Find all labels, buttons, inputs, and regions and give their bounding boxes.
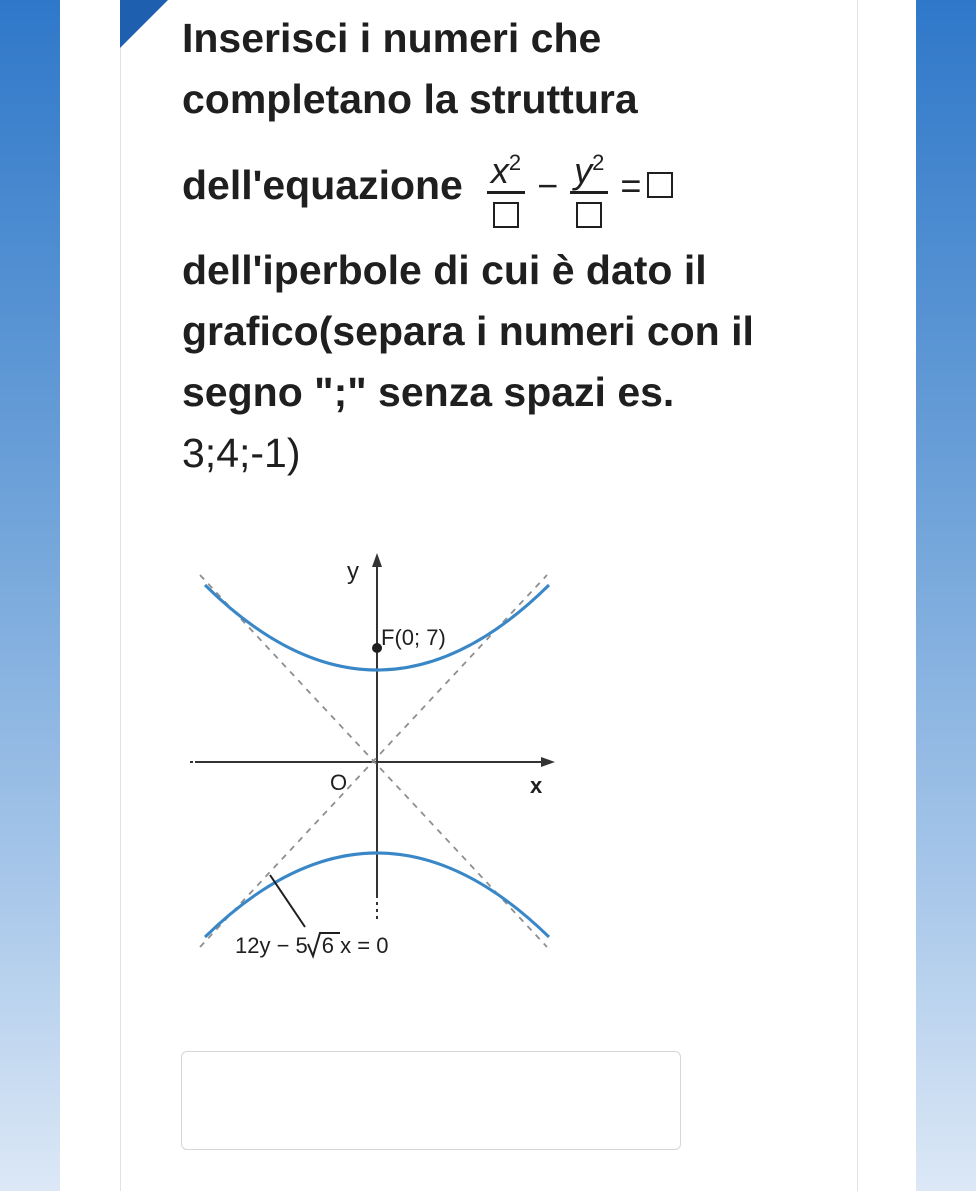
numerator-x: x bbox=[490, 149, 509, 191]
x-axis-label: x bbox=[530, 773, 543, 798]
y-axis-arrow-icon bbox=[372, 553, 382, 567]
blank-box-icon bbox=[576, 202, 602, 228]
question-line-1: Inserisci i numeri che bbox=[182, 15, 602, 61]
x-axis-arrow-icon bbox=[541, 757, 555, 767]
asymptote-eq-radicand: 6 bbox=[321, 933, 335, 958]
fraction-bar bbox=[570, 191, 608, 194]
right-background-band bbox=[916, 0, 976, 1191]
equation-line bbox=[182, 130, 822, 240]
question-line-6: segno ";" senza spazi es. bbox=[182, 369, 675, 415]
fraction-x bbox=[487, 143, 525, 228]
question-line-3: dell'equazione bbox=[182, 161, 463, 208]
numerator-y: y bbox=[574, 149, 593, 191]
question-line-4: dell'iperbole di cui è dato il bbox=[182, 247, 707, 293]
question-line-2: completano la struttura bbox=[182, 76, 638, 122]
y-axis-label: y bbox=[347, 558, 359, 585]
hyperbola-graph bbox=[175, 535, 565, 975]
origin-label: O bbox=[330, 770, 348, 795]
answer-field[interactable] bbox=[181, 1051, 681, 1150]
asymptote-pointer-line bbox=[270, 875, 305, 927]
exponent-x: 2 bbox=[508, 149, 522, 175]
question-line-5: grafico(separa i numeri con il bbox=[182, 308, 754, 354]
right-gutter bbox=[857, 0, 916, 1191]
asymptote-eq-prefix: 12y − 5 bbox=[235, 933, 308, 958]
blank-box-icon bbox=[493, 202, 519, 228]
question-text bbox=[182, 8, 822, 484]
blank-box-icon bbox=[647, 172, 673, 198]
focus-label: F(0; 7) bbox=[381, 625, 446, 650]
question-line-7: 3;4;-1) bbox=[182, 430, 301, 476]
answer-input[interactable] bbox=[182, 1052, 680, 1149]
corner-flag-icon bbox=[120, 0, 168, 48]
fraction-bar bbox=[487, 191, 525, 194]
left-gutter bbox=[60, 0, 121, 1191]
minus-sign: − bbox=[537, 164, 559, 206]
equals-sign: = bbox=[620, 164, 642, 206]
exponent-y: 2 bbox=[592, 149, 605, 175]
left-background-band bbox=[0, 0, 60, 1191]
fraction-y bbox=[570, 143, 608, 228]
asymptote-eq-suffix: x = 0 bbox=[334, 933, 389, 958]
